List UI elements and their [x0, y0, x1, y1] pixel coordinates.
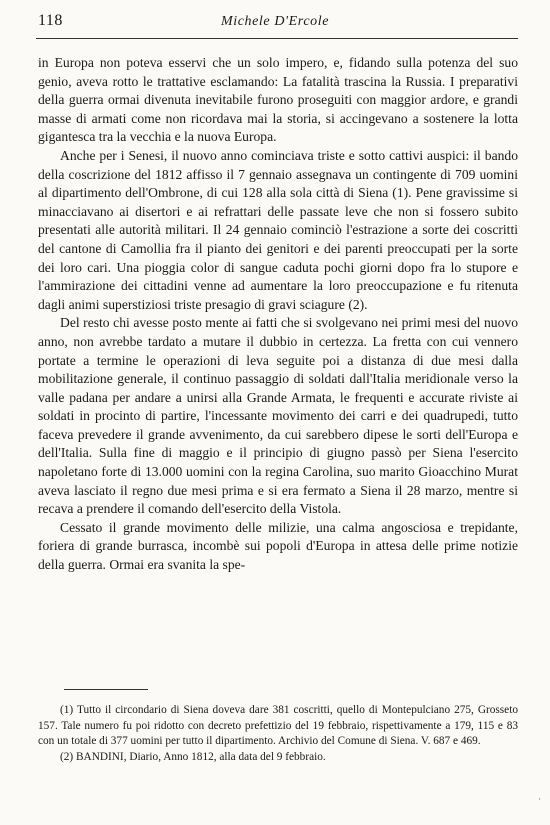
- paragraph-2: Anche per i Senesi, il nuovo anno cominciava triste e sotto cattivi auspici: il bando della coscrizione del 1812 affisso il 7 gennaio assegnava un contingente di 709 uomini al dipartimento dell'Ombrone, di cui 128 alla sola città di Siena (1). Pene gravissime si minacciavano ai disertori e ai refrattari delle passate leve che non si fossero subito presentati alle autorità militari. Il 24 gennaio cominciò l'estrazione a sorte dei coscritti del cantone di Camollia fra il pianto dei genitori e dei parenti preoccupati per la sorte dei loro cari. Una pioggia color di sangue caduta pochi giorni dopo fra lo stupore e l'ammirazione dei cittadini venne ad aumentare la loro preoccupazione e fu ritenuta dagli animi superstiziosi triste presagio di gravi sciagure (2).: [38, 147, 518, 312]
- paragraph-4: Cessato il grande movimento delle milizie, una calma angosciosa e trepidante, foriera di grande burrasca, incombè sui popoli d'Europa in attesa delle prime notizie della guerra. Ormai era svanita la spe-: [38, 519, 518, 573]
- paragraph-1: in Europa non poteva esservi che un solo impero, e, fidando sulla potenza del suo genio, aveva rotto le trattative esclamando: La fatalità trascina la Russia. I preparativi della guerra ormai divenuta inevitabile furono proseguiti con maggior ardore, e grandi masse di armati come non ricordava mai la storia, si accingevano a sostenere la lotta gigantesca tra la vecchia e la nuova Europa.: [38, 55, 518, 145]
- running-title: Michele D'Ercole: [220, 14, 330, 29]
- edge-mark: ·: [538, 794, 541, 804]
- footnotes: [38, 703, 518, 765]
- paragraph-3: Del resto chi avesse posto mente ai fatti che si svolgevano nei primi mesi del nuovo anno, non avrebbe tardato a mutare il dubbio in certezza. La fretta con cui vennero portate a termine le operazioni di leva seguite poi a distanza di due mesi dalla mobilitazione generale, il continuo passaggio di soldati dall'Italia meridionale verso la valle padana per andare a unirsi alla Grande Armata, le frequenti e accurate riviste ai soldati in procinto di partire, l'incessante movimento dei carri e dei quadrupedi, tutto faceva prevedere il grande avvenimento, da cui sarebbero dipese le sorti dell'Europa e dell'Italia. Sulla fine di maggio e il principio di giugno passò per Siena l'esercito napoletano forte di 13.000 uomini con la regina Carolina, suo marito Gioacchino Murat aveva lasciato il regno due mesi prima e si era fermato a Siena il 28 marzo, mentre si recava a prendere il comando dell'esercito della Vistola.: [38, 315, 518, 517]
- header-rule: [36, 38, 518, 39]
- footnote-2: (2) BANDINI, Diario, Anno 1812, alla data del 9 febbraio.: [60, 750, 326, 763]
- footnote-rule: [64, 689, 148, 690]
- footnote-1: (1) Tutto il circondario di Siena doveva dare 381 coscritti, quello di Montepulciano 275, Grosseto 157. Tale numero fu poi ridotto con decreto prefettizio del 19 febbraio, rispettivamente a 179, 115 e 83 con un totale di 377 uomini per tutto il dipartimento. Archivio del Comune di Siena. V. 687 e 469.: [38, 704, 518, 748]
- body-text: [38, 54, 518, 575]
- page-number: 118: [38, 12, 63, 29]
